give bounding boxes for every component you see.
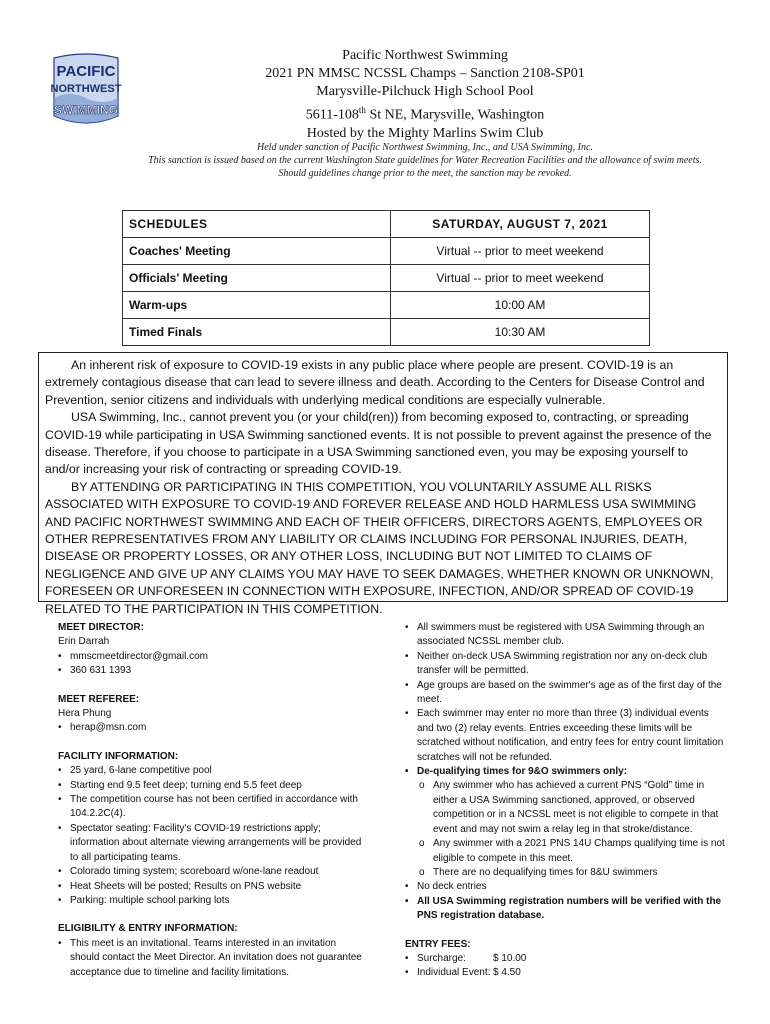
eligibility-list bbox=[58, 937, 368, 980]
left-column bbox=[58, 621, 368, 980]
meet-director-email[interactable]: • mmscmeetdirector@gmail.com bbox=[58, 650, 368, 664]
schedule-row bbox=[123, 319, 650, 346]
logo-line1: PACIFIC bbox=[56, 63, 116, 80]
entry-rules-list bbox=[405, 621, 725, 924]
meet-title: 2021 PN MMSC NCSSL Champs – Sanction 2108-SP01 bbox=[265, 66, 585, 81]
schedule-table bbox=[122, 210, 650, 346]
covid-paragraph-1: An inherent risk of exposure to COVID-19 exists in any public place where people are present. COVID-19 is an extremely contagious disease that can lead to severe illness and death. According to the Centers for Disease Control and Prevention, senior citizens and individuals with underlying medical conditions are especially vulnerable. bbox=[45, 358, 705, 407]
list-item: • 25 yard, 6-lane competitive pool bbox=[58, 764, 368, 778]
sub-list-item: o There are no dequalifying times for 8&U swimmers bbox=[405, 866, 725, 880]
schedule-row-label: Officials' Meeting bbox=[123, 265, 391, 292]
schedule-row-value: Virtual -- prior to meet weekend bbox=[391, 238, 650, 265]
meet-director-name: Erin Darrah bbox=[58, 636, 110, 648]
list-item: • All swimmers must be registered with USA Swimming through an associated NCSSL member club. bbox=[405, 621, 725, 650]
schedule-row bbox=[123, 238, 650, 265]
schedule-row-label: Coaches' Meeting bbox=[123, 238, 391, 265]
list-item: • Colorado timing system; scoreboard w/one-lane readout bbox=[58, 865, 368, 879]
schedule-row bbox=[123, 265, 650, 292]
schedule-header-row bbox=[123, 211, 650, 238]
meet-director-title: MEET DIRECTOR: bbox=[58, 622, 144, 633]
sanction-note-2: This sanction is issued based on the current Washington State guidelines for Water Recreation Facilities and the allowance of swim meets. bbox=[148, 155, 702, 166]
meet-referee-name: Hera Phung bbox=[58, 708, 112, 720]
list-item: • All USA Swimming registration numbers will be verified with the PNS registration database. bbox=[405, 895, 725, 924]
org-name: Pacific Northwest Swimming bbox=[342, 48, 508, 63]
facility-list bbox=[58, 764, 368, 908]
schedule-header-date: SATURDAY, AUGUST 7, 2021 bbox=[391, 211, 650, 238]
host-club: Hosted by the Mighty Marlins Swim Club bbox=[306, 125, 544, 141]
logo-line2: NORTHWEST bbox=[50, 83, 122, 95]
venue-address: 5611-108th St NE, Marysville, Washington bbox=[305, 105, 545, 123]
list-item: • Starting end 9.5 feet deep; turning end 5.5 feet deep bbox=[58, 779, 368, 793]
logo-line3: SWIMMING bbox=[54, 103, 118, 117]
facility-title: FACILITY INFORMATION: bbox=[58, 750, 179, 762]
list-item: • Spectator seating: Facility's COVID-19 restrictions apply; information about alternate viewing arrangements will be provided to all participating teams. bbox=[58, 822, 368, 865]
meet-director-contacts bbox=[58, 650, 368, 679]
schedule-row-value: 10:30 AM bbox=[391, 319, 650, 346]
fee-surcharge: • Surcharge: $ 10.00 bbox=[405, 952, 725, 966]
meet-director-phone: • 360 631 1393 bbox=[58, 664, 368, 678]
schedule-row bbox=[123, 292, 650, 319]
right-column bbox=[405, 621, 725, 981]
meet-referee-title: MEET REFEREE: bbox=[58, 693, 140, 705]
entry-fees-title: ENTRY FEES: bbox=[405, 938, 471, 950]
schedule-header-label: SCHEDULES bbox=[123, 211, 391, 238]
covid-paragraph-3: BY ATTENDING OR PARTICIPATING IN THIS COMPETITION, YOU VOLUNTARILY ASSUME ALL RISKS ASSOCIATED WITH EXPOSURE TO COVID-19 AND FOREVER RELEASE AND HOLD HARMLESS USA SWIMMING AND PACIFIC NORTHWEST SWIMMING AND EACH OF THEIR OFFICERS, DIRECTORS AGENTS, EMPLOYEES OR OTHER REPRESENTATIVES FROM ANY LIABILITY OR CLAIMS INCLUDING FOR PERSONAL INJURIES, DEATH, DISEASE OR PROPERTY LOSSES, OR ANY OTHER LOSS, INCLUDING BUT NOT LIMITED TO CLAIMS OF NEGLIGENCE AND GIVE UP ANY CLAIMS YOU MAY HAVE TO SEEK DAMAGES, WHETHER KNOWN OR UNKNOWN, FORESEEN OR UNFORESEEN IN CONNECTION WITH EXPOSURE, INFECTION, AND/OR SPREAD OF COVID-19 RELATED TO THE PARTICIPATION IN THIS COMPETITION. bbox=[45, 479, 714, 616]
meet-referee-email[interactable]: • herap@msn.com bbox=[58, 721, 368, 735]
fee-individual-event: • Individual Event: $ 4.50 bbox=[405, 966, 725, 980]
list-item: • No deck entries bbox=[405, 880, 725, 894]
schedule-row-label: Timed Finals bbox=[123, 319, 391, 346]
eligibility-title: ELIGIBILITY & ENTRY INFORMATION: bbox=[58, 923, 238, 935]
list-item: • This meet is an invitational. Teams interested in an invitation should contact the Meet Director. An invitation does not guarantee acceptance due to timeline and facility limitations. bbox=[58, 937, 368, 980]
sanction-note-1: Held under sanction of Pacific Northwest Swimming, Inc., and USA Swimming, Inc. bbox=[257, 142, 593, 153]
entry-fees-list bbox=[405, 952, 725, 981]
list-item: • Age groups are based on the swimmer's age as of the first day of the meet. bbox=[405, 679, 725, 708]
schedule-row-value: Virtual -- prior to meet weekend bbox=[391, 265, 650, 292]
meet-referee-contacts bbox=[58, 721, 368, 735]
schedule-row-label: Warm-ups bbox=[123, 292, 391, 319]
pns-logo bbox=[50, 50, 122, 140]
sanction-note-3: Should guidelines change prior to the meet, the sanction may be revoked. bbox=[278, 168, 572, 179]
covid-waiver-box bbox=[38, 352, 728, 616]
venue-name: Marysville-Pilchuck High School Pool bbox=[316, 84, 534, 99]
list-item: • Neither on-deck USA Swimming registration nor any on-deck club transfer will be permitted. bbox=[405, 650, 725, 679]
list-item: • Heat Sheets will be posted; Results on PNS website bbox=[58, 880, 368, 894]
sanction-notes bbox=[130, 141, 720, 180]
list-item: • De-qualifying times for 9&O swimmers only: bbox=[405, 765, 725, 779]
covid-paragraph-2: USA Swimming, Inc., cannot prevent you (or your child(ren)) from becoming exposed to, contracting, or spreading COVID-19 while participating in USA Swimming sanctioned events. It is not possible to prevent against the presence of the disease. Therefore, if you choose to participate in a USA Swimming sanctioned even, you may be exposing yourself to and/or increasing your risk of contracting or spreading COVID-19. bbox=[45, 410, 712, 477]
list-item: • The competition course has not been certified in accordance with 104.2.2C(4). bbox=[58, 793, 368, 822]
meet-header bbox=[140, 47, 710, 143]
schedule-row-value: 10:00 AM bbox=[391, 292, 650, 319]
sub-list-item: o Any swimmer who has achieved a current PNS “Gold” time in either a USA Swimming sanctioned, approved, or observed competition or in a NCSSL meet is not eligible to compete in that event and may not swim a relay leg in that stroke/distance. bbox=[405, 779, 725, 837]
sub-list-item: o Any swimmer with a 2021 PNS 14U Champs qualifying time is not eligible to compete in this meet. bbox=[405, 837, 725, 866]
list-item: • Parking: multiple school parking lots bbox=[58, 894, 368, 908]
list-item: • Each swimmer may enter no more than three (3) individual events and two (2) relay events. Entries exceeding these limits will be scratched without notification, and entry fees for entry count limitation scratches will not be refunded. bbox=[405, 707, 725, 765]
